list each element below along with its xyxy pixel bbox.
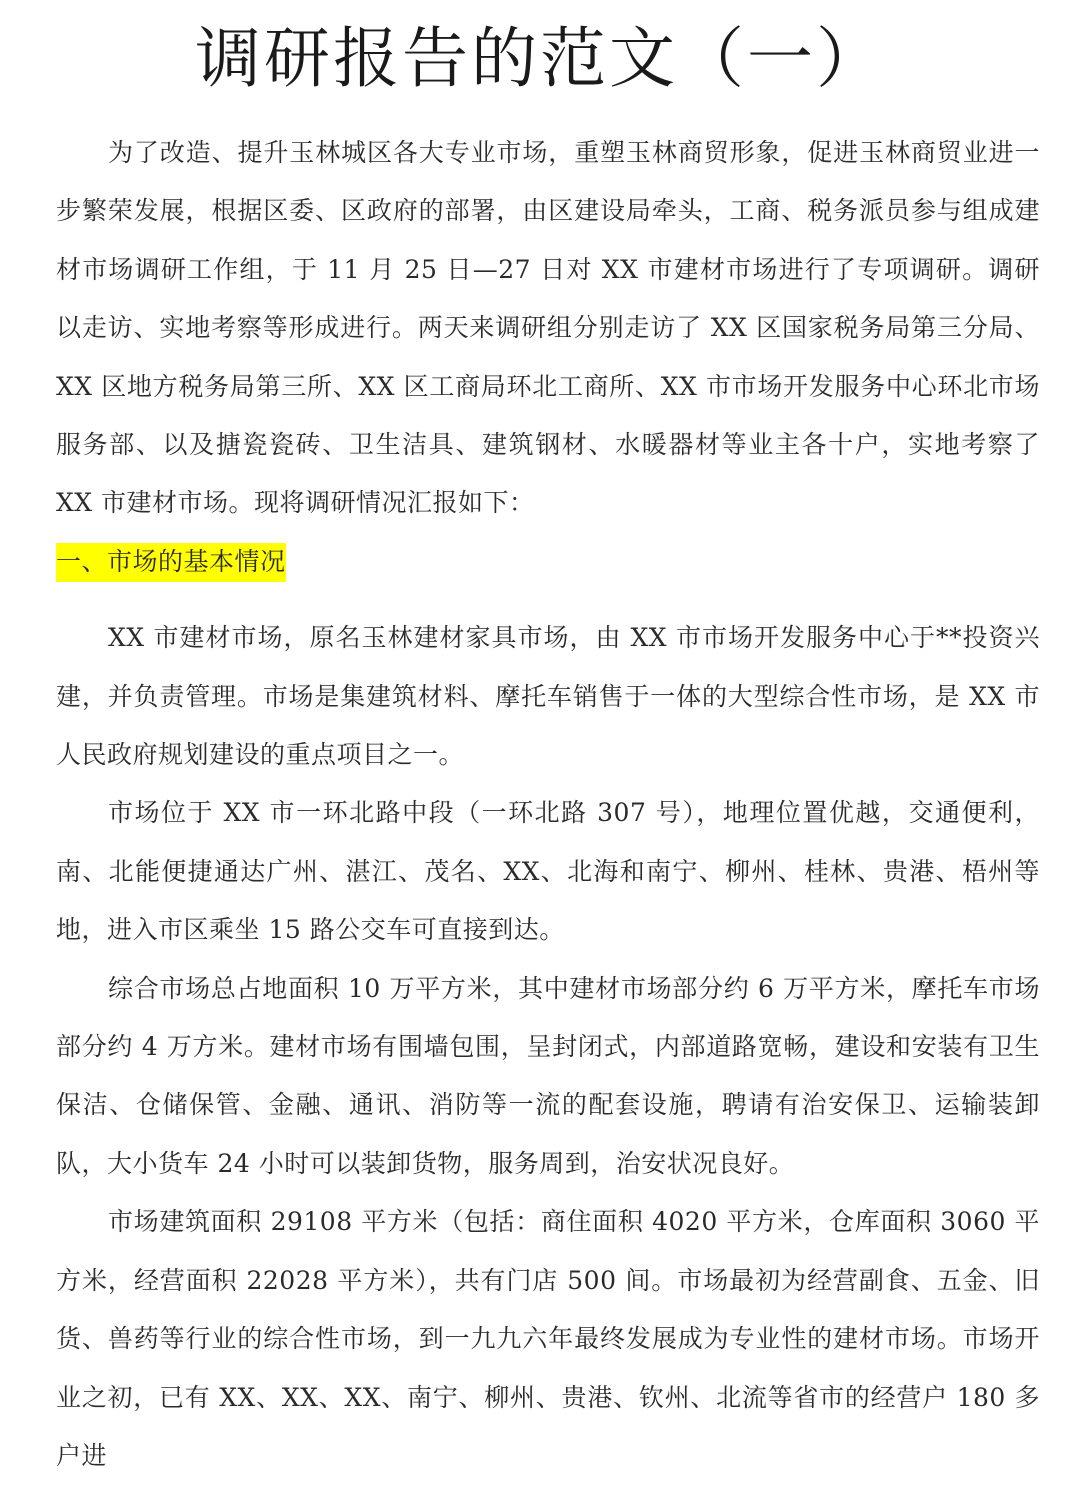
section-paragraph-1: XX 市建材市场，原名玉林建材家具市场，由 XX 市市场开发服务中心于**投资兴建，并负责管理。市场是集建筑材料、摩托车销售于一体的大型综合性市场，是 XX 市人民政府规划建设的重点项目之一。 bbox=[56, 623, 1040, 770]
section-spacer bbox=[56, 591, 1040, 609]
intro-paragraph: 为了改造、提升玉林城区各大专业市场，重塑玉林商贸形象，促进玉林商贸业进一步繁荣发展，根据区委、区政府的部署，由区建设局牵头，工商、税务派员参与组成建材市场调研工作组，于 11 月 25 日—27 日对 XX 市建材市场进行了专项调研。调研以走访、实地考察等形成进行。两天来调研组分别走访了 XX 区国家税务局第三分局、XX 区地方税务局第三所、XX 区工商局环北工商所、XX 市市场开发服务中心环北市场服务部、以及搪瓷瓷砖、卫生洁具、建筑钢材、水暖器材等业主各十户，实地考察了 XX 市建材市场。现将调研情况汇报如下： bbox=[56, 138, 1040, 518]
document-body bbox=[56, 124, 1040, 1485]
section-paragraph-4: 市场建筑面积 29108 平方米（包括：商住面积 4020 平方米，仓库面积 3060 平方米，经营面积 22028 平方米），共有门店 500 间。市场最初为经营副食、五金、旧货、兽药等行业的综合性市场，到一九九六年最终发展成为专业性的建材市场。市场开业之初，已有 XX、XX、XX、南宁、柳州、贵港、钦州、北流等省市的经营户 180 多户进 bbox=[56, 1207, 1040, 1470]
section-heading-highlight: 一、市场的基本情况 bbox=[56, 543, 286, 582]
document-title: 调研报告的范文（一） bbox=[195, 20, 885, 97]
section-paragraph-3: 综合市场总占地面积 10 万平方米，其中建材市场部分约 6 万平方米，摩托车市场部分约 4 万方米。建材市场有围墙包围，呈封闭式，内部道路宽畅，建设和安装有卫生保洁、仓储保管、金融、通讯、消防等一流的配套设施，聘请有治安保卫、运输装卸队，大小货车 24 小时可以装卸货物，服务周到，治安状况良好。 bbox=[56, 973, 1040, 1178]
section-heading bbox=[56, 533, 1040, 591]
section-paragraph-2: 市场位于 XX 市一环北路中段（一环北路 307 号），地理位置优越，交通便利，南、北能便捷通达广州、湛江、茂名、XX、北海和南宁、柳州、桂林、贵港、梧州等地，进入市区乘坐 15 路公交车可直接到达。 bbox=[56, 798, 1040, 945]
